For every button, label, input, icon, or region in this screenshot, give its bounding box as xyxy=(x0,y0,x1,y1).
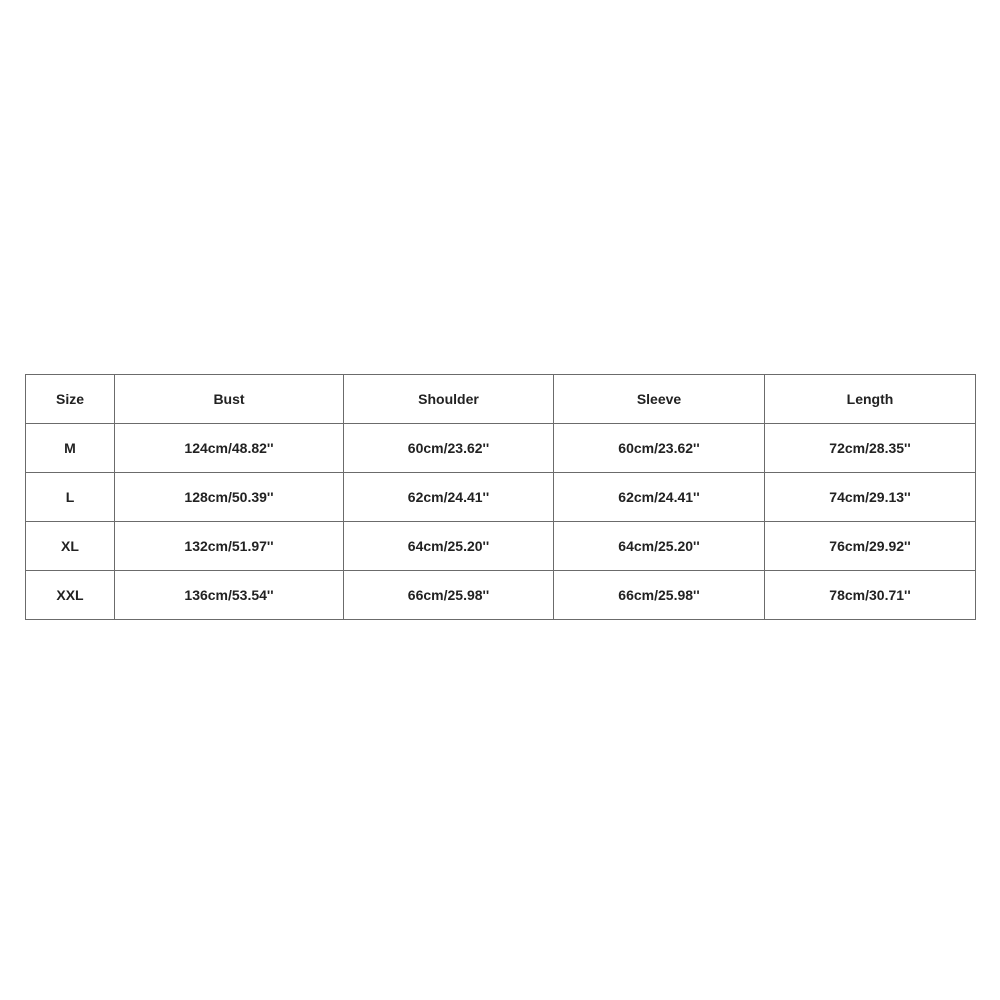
table-row xyxy=(26,424,976,473)
bust-cell: 124cm/48.82'' xyxy=(115,424,344,473)
table-row xyxy=(26,473,976,522)
size-chart-table xyxy=(25,374,976,620)
size-cell: XXL xyxy=(26,571,115,620)
length-cell: 76cm/29.92'' xyxy=(765,522,976,571)
length-cell: 78cm/30.71'' xyxy=(765,571,976,620)
sleeve-cell: 62cm/24.41'' xyxy=(554,473,765,522)
table-row xyxy=(26,571,976,620)
bust-cell: 136cm/53.54'' xyxy=(115,571,344,620)
length-cell: 72cm/28.35'' xyxy=(765,424,976,473)
header-shoulder: Shoulder xyxy=(344,375,554,424)
sleeve-cell: 66cm/25.98'' xyxy=(554,571,765,620)
size-cell: M xyxy=(26,424,115,473)
shoulder-cell: 62cm/24.41'' xyxy=(344,473,554,522)
length-cell: 74cm/29.13'' xyxy=(765,473,976,522)
shoulder-cell: 64cm/25.20'' xyxy=(344,522,554,571)
bust-cell: 132cm/51.97'' xyxy=(115,522,344,571)
size-cell: L xyxy=(26,473,115,522)
shoulder-cell: 66cm/25.98'' xyxy=(344,571,554,620)
header-length: Length xyxy=(765,375,976,424)
header-sleeve: Sleeve xyxy=(554,375,765,424)
header-bust: Bust xyxy=(115,375,344,424)
bust-cell: 128cm/50.39'' xyxy=(115,473,344,522)
table-row xyxy=(26,522,976,571)
shoulder-cell: 60cm/23.62'' xyxy=(344,424,554,473)
sleeve-cell: 60cm/23.62'' xyxy=(554,424,765,473)
size-cell: XL xyxy=(26,522,115,571)
header-row xyxy=(26,375,976,424)
header-size: Size xyxy=(26,375,115,424)
sleeve-cell: 64cm/25.20'' xyxy=(554,522,765,571)
